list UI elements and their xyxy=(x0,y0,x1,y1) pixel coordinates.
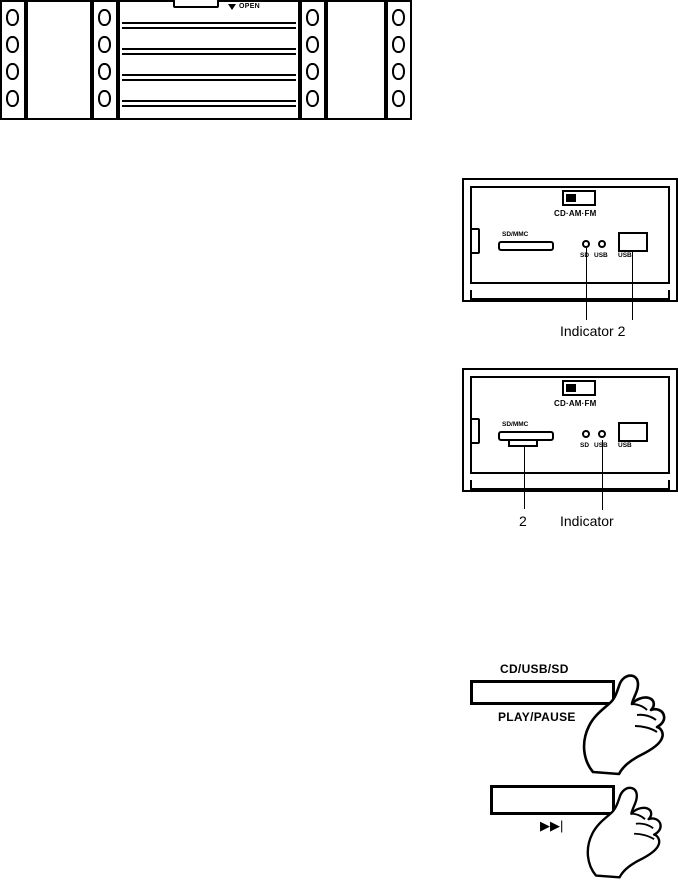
rail-hole xyxy=(98,63,111,80)
usb-port-label: USB xyxy=(618,442,632,449)
rail-hole xyxy=(98,9,111,26)
function-selector-knob xyxy=(566,194,576,202)
callout-leader-line xyxy=(586,248,587,320)
pointing-hand-icon xyxy=(575,668,675,778)
pointing-hand-icon xyxy=(575,781,675,881)
rail-hole xyxy=(98,36,111,53)
left-panel-frame xyxy=(26,0,92,120)
speaker-hole xyxy=(392,63,405,80)
indicator-callout-text: Indicator xyxy=(560,513,614,529)
sd-mmc-card-slot[interactable] xyxy=(498,241,554,251)
speaker-hole xyxy=(6,63,19,80)
speaker-hole xyxy=(392,36,405,53)
rail-hole xyxy=(306,63,319,80)
speaker-hole xyxy=(392,9,405,26)
front-panel-indicator-figure-2 xyxy=(462,368,678,533)
speaker-hole xyxy=(6,36,19,53)
usb-indicator-led xyxy=(598,430,606,438)
sd-indicator-led xyxy=(582,240,590,248)
function-selector-label: CD·AM·FM xyxy=(554,399,597,408)
speaker-hole xyxy=(6,90,19,107)
door-slat xyxy=(122,22,296,29)
side-tab xyxy=(470,228,480,254)
callout-leader-line xyxy=(524,447,525,509)
next-track-button-figure xyxy=(490,785,678,879)
sd-mmc-slot-label: SD/MMC xyxy=(502,231,529,238)
usb-port[interactable] xyxy=(618,232,648,252)
indicator-callout-text: Indicator 2 xyxy=(560,323,626,339)
right-panel-frame xyxy=(326,0,386,120)
rail-hole xyxy=(306,9,319,26)
cd-usb-sd-caption: CD/USB/SD xyxy=(500,662,569,676)
function-selector-label: CD·AM·FM xyxy=(554,209,597,218)
usb-indicator-label: USB xyxy=(594,442,608,449)
inserted-sd-card xyxy=(508,439,538,447)
open-label: OPEN xyxy=(239,3,261,10)
sd-indicator-label: SD xyxy=(580,252,590,259)
panel-base-shadow xyxy=(470,480,670,490)
speaker-hole xyxy=(6,9,19,26)
callout-leader-line xyxy=(632,252,633,320)
speaker-hole xyxy=(392,90,405,107)
cd-door-front-panel-drawing xyxy=(0,0,420,130)
function-selector-knob xyxy=(566,384,576,392)
door-handle-tab[interactable] xyxy=(173,0,219,8)
sd-indicator-led xyxy=(582,430,590,438)
door-slat xyxy=(122,100,296,107)
side-tab xyxy=(470,418,480,444)
rail-hole xyxy=(98,90,111,107)
sd-indicator-label: SD xyxy=(580,442,590,449)
callout-leader-line xyxy=(602,440,603,510)
sd-mmc-slot-label: SD/MMC xyxy=(502,421,529,428)
cd-usb-sd-button-figure xyxy=(470,660,670,780)
triangle-down-icon xyxy=(228,4,236,10)
next-track-icon: ▶▶| xyxy=(540,818,564,833)
usb-port-label: USB xyxy=(618,252,632,259)
rail-hole xyxy=(306,36,319,53)
play-pause-caption: PLAY/PAUSE xyxy=(498,710,576,724)
usb-port[interactable] xyxy=(618,422,648,442)
callout-number: 2 xyxy=(519,513,527,529)
usb-indicator-label: USB xyxy=(594,252,608,259)
rail-hole xyxy=(306,90,319,107)
front-panel-indicator-figure-1 xyxy=(462,178,678,343)
door-slat xyxy=(122,74,296,81)
panel-base-shadow xyxy=(470,290,670,300)
door-slat xyxy=(122,48,296,55)
usb-indicator-led xyxy=(598,240,606,248)
